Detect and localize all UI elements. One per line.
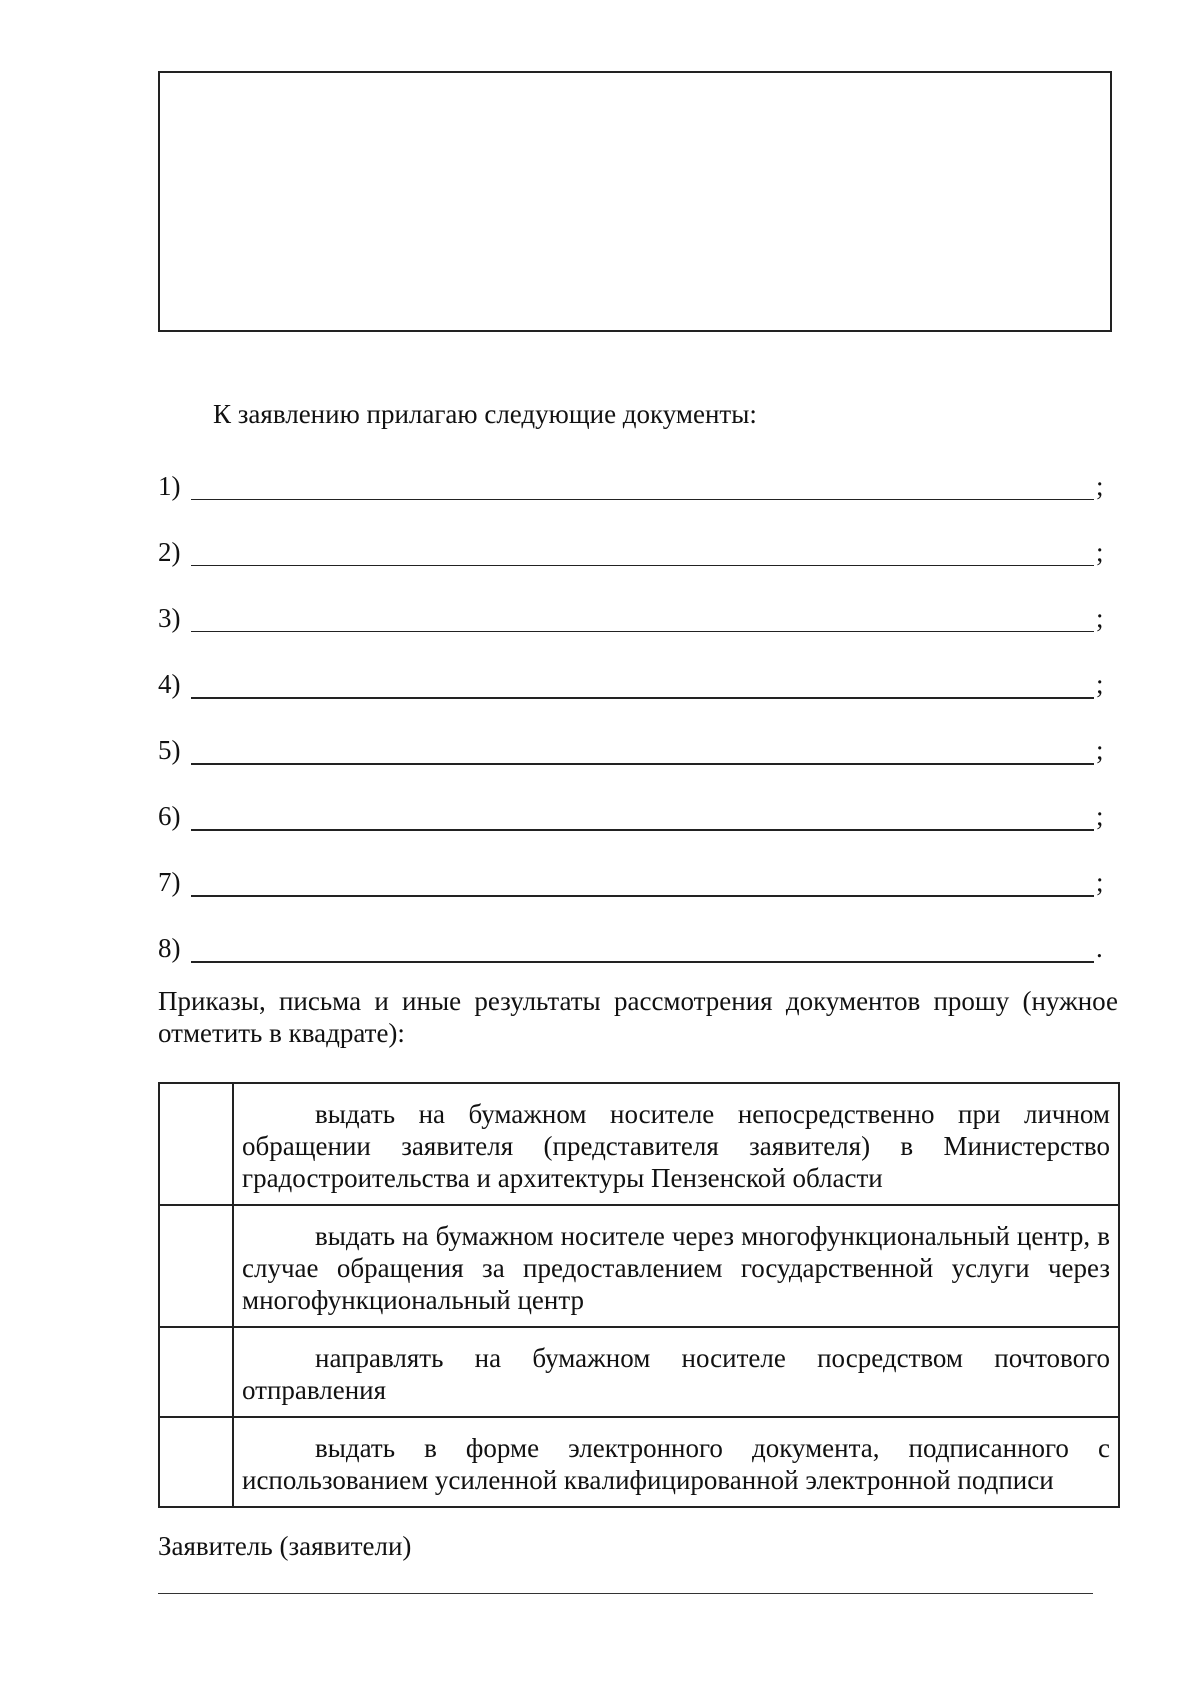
- attachments-intro: К заявлению прилагаю следующие документы:: [213, 399, 757, 429]
- delivery-option-row: [159, 1327, 1119, 1417]
- document-line-7: [158, 867, 1118, 903]
- option-checkbox[interactable]: [159, 1205, 233, 1327]
- document-line-8: [158, 933, 1118, 969]
- option-checkbox[interactable]: [159, 1083, 233, 1205]
- delivery-options-table: [158, 1082, 1120, 1508]
- option-checkbox[interactable]: [159, 1327, 233, 1417]
- document-number: 7): [158, 867, 181, 897]
- document-number: 2): [158, 537, 181, 567]
- results-request-text: Приказы, письма и иные результаты рассмотрения документов прошу (нужное отметить в квадрате):: [158, 986, 1118, 1048]
- document-line-2: [158, 537, 1118, 573]
- top-frame-box: [158, 71, 1112, 332]
- option-checkbox[interactable]: [159, 1417, 233, 1507]
- document-number: 5): [158, 735, 181, 765]
- document-line-end: ;: [1096, 801, 1104, 831]
- document-line-end: ;: [1096, 867, 1104, 897]
- document-line-end: ;: [1096, 537, 1104, 567]
- document-entry-field[interactable]: [191, 895, 1094, 897]
- document-entry-field[interactable]: [191, 697, 1094, 699]
- document-line-6: [158, 801, 1118, 837]
- document-entry-field[interactable]: [191, 961, 1094, 963]
- delivery-option-row: [159, 1417, 1119, 1507]
- document-line-1: [158, 471, 1118, 507]
- document-line-end: ;: [1096, 603, 1104, 633]
- document-line-end: .: [1096, 933, 1103, 963]
- document-entry-field[interactable]: [191, 631, 1094, 632]
- document-number: 8): [158, 933, 181, 963]
- document-entry-field[interactable]: [191, 763, 1094, 765]
- document-entry-field[interactable]: [191, 829, 1094, 831]
- option-text: выдать в форме электронного документа, подписанного с использованием усиленной квалифицированной электронной подписи: [233, 1417, 1119, 1507]
- option-text: направлять на бумажном носителе посредством почтового отправления: [233, 1327, 1119, 1417]
- document-number: 4): [158, 669, 181, 699]
- document-line-end: ;: [1096, 471, 1104, 501]
- document-number: 6): [158, 801, 181, 831]
- document-entry-field[interactable]: [191, 499, 1094, 500]
- document-line-end: ;: [1096, 735, 1104, 765]
- delivery-option-row: [159, 1083, 1119, 1205]
- document-number: 3): [158, 603, 181, 633]
- option-text: выдать на бумажном носителе непосредственно при личном обращении заявителя (представителя заявителя) в Министерство градостроительства и архитектуры Пензенской области: [233, 1083, 1119, 1205]
- applicant-label: Заявитель (заявители): [158, 1531, 412, 1561]
- document-entry-field[interactable]: [191, 565, 1094, 566]
- document-line-5: [158, 735, 1118, 771]
- document-number: 1): [158, 471, 181, 501]
- document-line-end: ;: [1096, 669, 1104, 699]
- delivery-option-row: [159, 1205, 1119, 1327]
- applicant-signature-field[interactable]: [158, 1593, 1093, 1594]
- document-line-4: [158, 669, 1118, 705]
- option-text: выдать на бумажном носителе через многофункциональный центр, в случае обращения за предоставлением государственной услуги через многофункциональный центр: [233, 1205, 1119, 1327]
- document-line-3: [158, 603, 1118, 639]
